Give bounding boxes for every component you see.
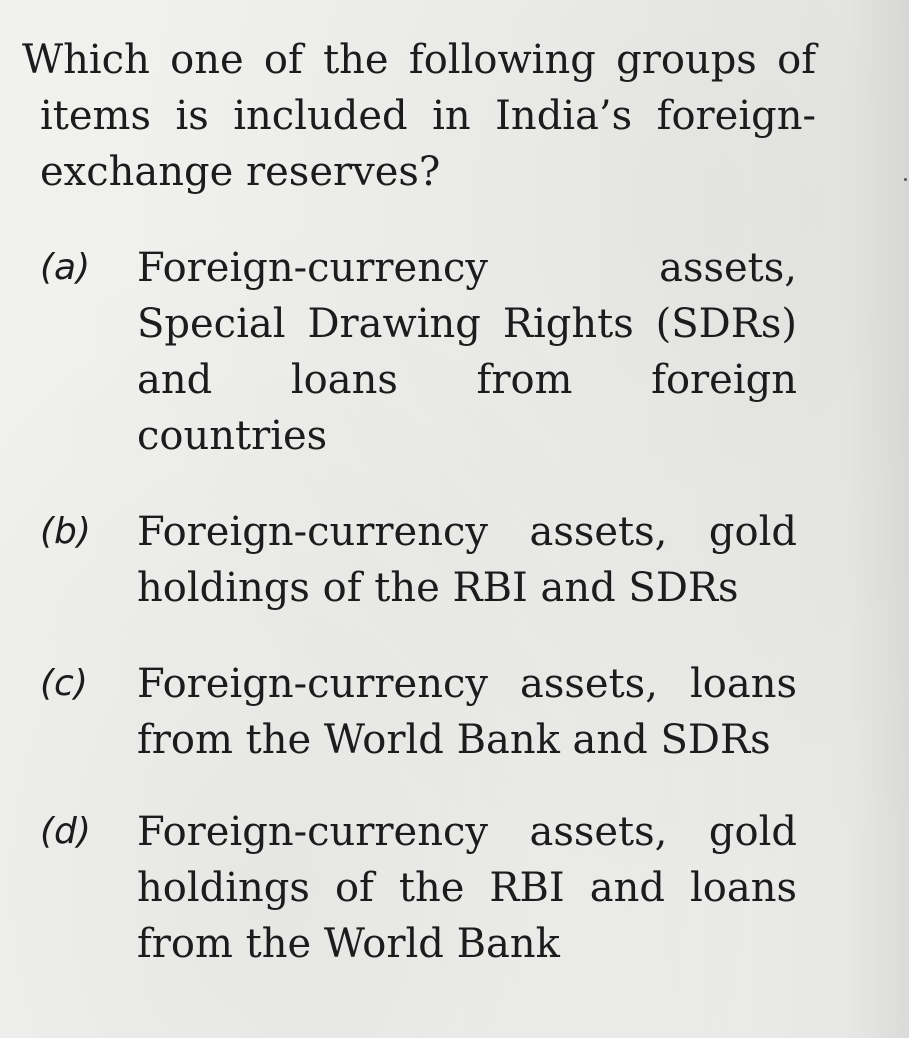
- option-a-label: (a): [40, 247, 91, 288]
- option-b-text: Foreign-currency assets, gold holdings of the RBI and SDRs: [137, 509, 797, 611]
- option-b-label: (b): [40, 511, 91, 552]
- option-d-label: (d): [40, 811, 91, 852]
- option-d-text: Foreign-currency assets, gold holdings of the RBI and loans from the World Bank: [137, 809, 797, 967]
- page-edge-shadow: [849, 0, 909, 1038]
- option-c-text: Foreign-currency assets, loans from the World Bank and SDRs: [137, 661, 797, 763]
- option-c-label: (c): [40, 663, 88, 704]
- option-a-text: Foreign-currency assets, Special Drawing Rights (SDRs) and loans from foreign countries: [137, 245, 797, 459]
- question-text: Which one of the following groups of items is included in India’s foreign-exchange reserves?: [22, 37, 816, 195]
- stray-mark: [904, 178, 907, 181]
